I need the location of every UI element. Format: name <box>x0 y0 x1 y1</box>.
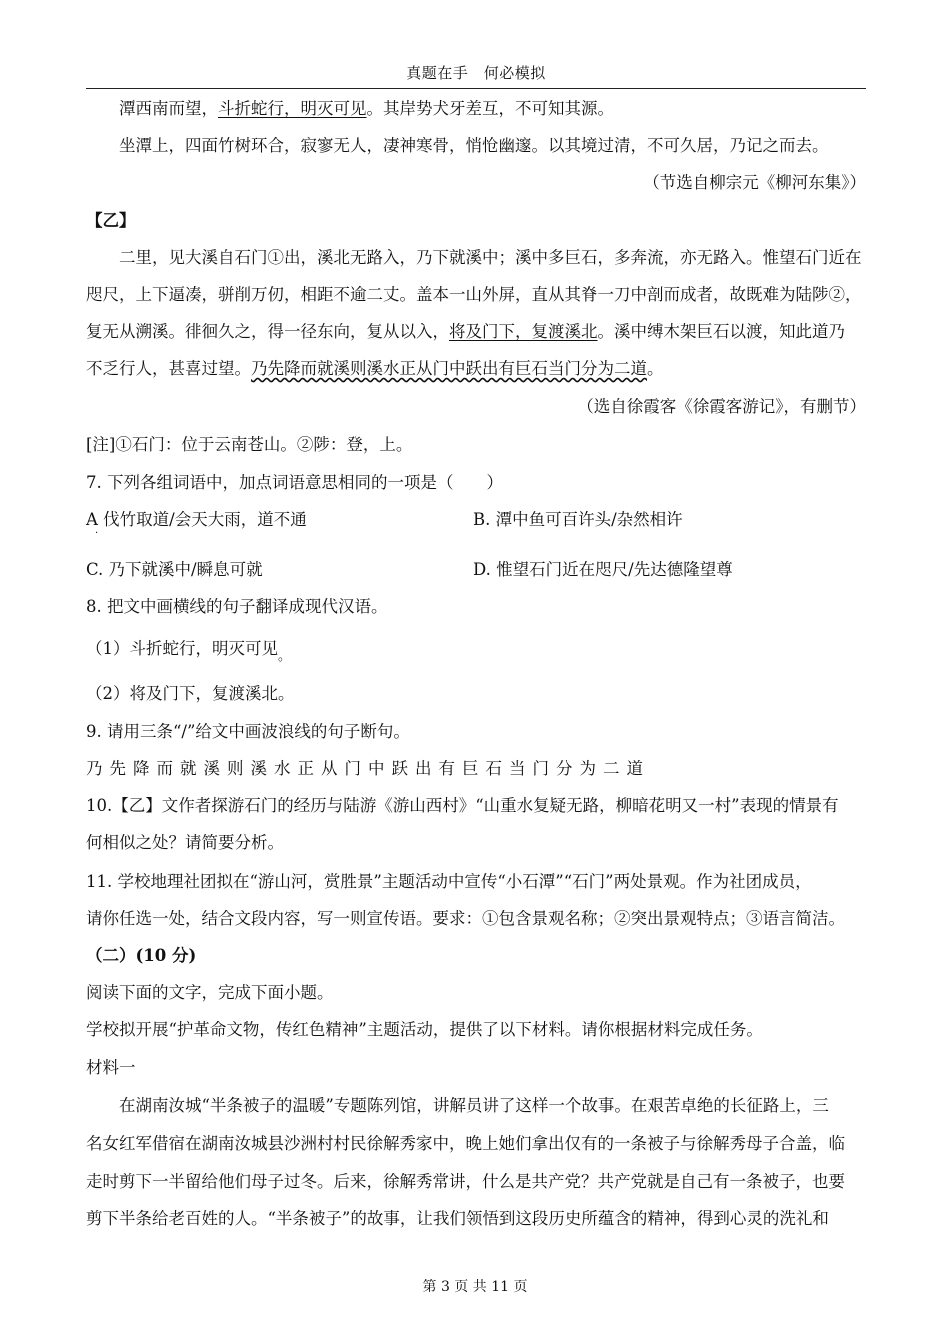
jia-paragraph-1: 潭西南而望，斗折蛇行，明灭可见。其岸势犬牙差互，不可知其源。 <box>119 99 614 118</box>
page-footer: 第 3 页 共 11 页 <box>422 1279 528 1295</box>
material-line-2: 名女红军借宿在湖南汝城县沙洲村村民徐解秀家中，晚上她们拿出仅有的一条被子与徐解秀母子合盖，临 <box>86 1134 845 1153</box>
question-8: 8. 把文中画横线的句子翻译成现代汉语。 <box>86 597 388 616</box>
yi-underlined-sentence: 将及门下，复渡溪北 <box>449 322 598 341</box>
question-7-options-cd <box>86 559 866 581</box>
emphasis-dot: · <box>95 528 99 539</box>
question-9-sentence: 乃先降而就溪则溪水正从门中跃出有巨石当门分为二道 <box>86 759 650 778</box>
yi-line-1: 二里，见大溪自石门①出，溪北无路入，乃下就溪中；溪中多巨石，多奔流，亦无路入。惟望石门近在 <box>119 248 862 267</box>
yi-label: 【乙】 <box>86 211 136 230</box>
option-a: A 伐竹取道/会天大雨，道不通 <box>86 510 307 529</box>
question-11-line-1: 11. 学校地理社团拟在“游山河，赏胜景”主题活动中宣传“小石潭”“石门”两处景观。作为社团成员， <box>86 872 812 891</box>
material-line-3: 走时剪下一半留给他们母子过冬。后来，徐解秀常讲，什么是共产党？共产党就是自己有一条被子，也要 <box>86 1172 845 1191</box>
option-d: D. 惟望石门近在咫尺/先达德隆望尊 <box>473 560 733 579</box>
material-line-1: 在湖南汝城“半条被子的温暖”专题陈列馆，讲解员讲了这样一个故事。在艰苦卓绝的长征路上，三 <box>119 1096 829 1115</box>
question-10-line-1: 10.【乙】文作者探游石门的经历与陆游《游山西村》“山重水复疑无路，柳暗花明又一村”表现的情景有 <box>86 796 839 815</box>
question-7-options-ab <box>86 509 866 531</box>
material-label: 材料一 <box>86 1058 136 1077</box>
page-header: 真题在手 何必模拟 <box>406 64 546 82</box>
jia-underlined-sentence: 斗折蛇行，明灭可见 <box>218 99 367 118</box>
section-2-intro: 学校拟开展“护革命文物，传红色精神”主题活动，提供了以下材料。请你根据材料完成任务。 <box>86 1020 763 1039</box>
yi-wavy-sentence: 乃先降而就溪则溪水正从门中跃出有巨石当门分为二道 <box>251 359 647 378</box>
section-2-instruction: 阅读下面的文字，完成下面小题。 <box>86 983 334 1002</box>
yi-source: （选自徐霞客《徐霞客游记》，有删节） <box>577 397 866 416</box>
yi-line-2: 咫尺，上下逼凑，骈削万仞，相距不逾二丈。盖本一山外屏，直从其脊一刀中剖而成者，故既难为陆陟②， <box>86 285 862 304</box>
question-11-line-2: 请你任选一处，结合文段内容，写一则宣传语。要求：①包含景观名称；②突出景观特点；③语言简洁。 <box>86 909 845 928</box>
header-rule <box>86 88 866 89</box>
question-9: 9. 请用三条“/”给文中画波浪线的句子断句。 <box>86 722 410 741</box>
yi-line-3: 复无从溯溪。徘徊久之，得一径东向，复从以入，将及门下，复渡溪北。溪中缚木架巨石以渡，知此道乃 <box>86 322 845 341</box>
question-8-2: （2）将及门下，复渡溪北。 <box>86 684 295 703</box>
jia-paragraph-2: 坐潭上，四面竹树环合，寂寥无人，凄神寒骨，悄怆幽邃。以其境过清，不可久居，乃记之而去。 <box>119 136 829 155</box>
jia-source: （节选自柳宗元《柳河东集》） <box>643 173 866 192</box>
option-b: B. 潭中鱼可百许头/杂然相许 <box>473 510 683 529</box>
question-7: 7. 下列各组词语中，加点词语意思相同的一项是（ ） <box>86 473 503 492</box>
option-c: C. 乃下就溪中/瞬息可就 <box>86 560 263 579</box>
question-8-1: （1）斗折蛇行，明灭可见$_。$ <box>86 639 292 664</box>
yi-note: [注]①石门：位于云南苍山。②陟：登，上。 <box>86 435 413 454</box>
section-2-title: （二）(10 分) <box>86 946 197 965</box>
material-line-4: 剪下半条给老百姓的人。“半条被子”的故事，让我们领悟到这段历史所蕴含的精神，得到心灵的洗礼和 <box>86 1209 829 1228</box>
question-10-line-2: 何相似之处？请简要分析。 <box>86 833 284 852</box>
yi-line-4: 不乏行人，甚喜过望。乃先降而就溪则溪水正从门中跃出有巨石当门分为二道。 <box>86 359 664 378</box>
